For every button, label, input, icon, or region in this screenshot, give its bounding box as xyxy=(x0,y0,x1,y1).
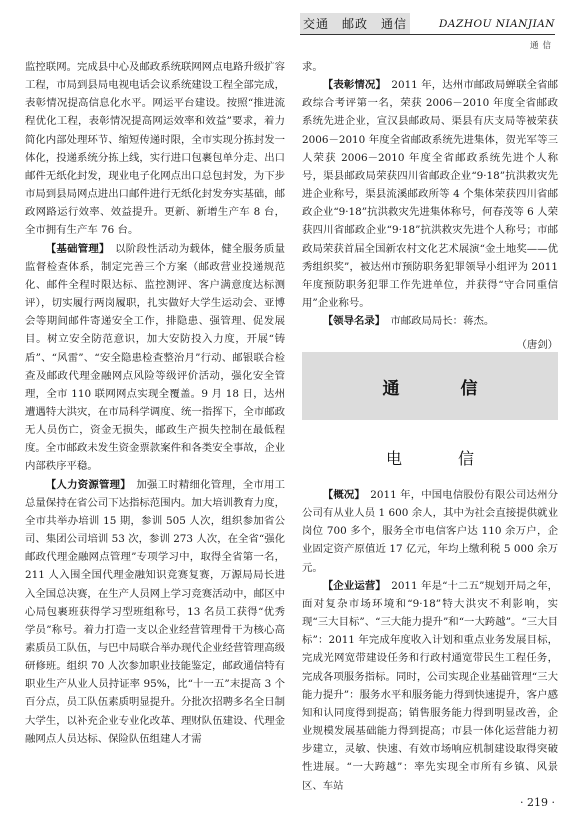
paragraph-text: 监控联网。完成县中心及邮政系统联网网点电路升级扩容工程，市局到县局电视电话会议系统建设工程全部完成，表彰情况提高信息化水平。网运平台建设。按照“推进流程优化工程，表彰情况提高网运效率和效益”要求，着力简化内部处理环节、缩短传递时限，全市实现分拣封发一体化，投递系统分拣上线，实行进口包裹包单分走、出口邮件无纸化封发，现业电子化网点出口总包封发，为下步市局到县局网点进出口邮件进行无纸化封发夯实基础，邮政网路运行效率、效益提升。更新、新增生产车 8 台，全市拥有生产车 76 台。 xyxy=(25,61,285,237)
section-banner-title: 通 信 xyxy=(382,378,500,399)
author-credit: （唐剑） xyxy=(516,339,558,352)
paragraph xyxy=(302,76,558,312)
paragraph-label: 【人力资源管理】 xyxy=(45,478,126,491)
page-number: · 219 · xyxy=(520,796,555,809)
paragraph-text: 市邮政局局长：蒋杰。 xyxy=(390,315,495,328)
paragraph-label: 【领导名录】 xyxy=(322,315,380,328)
journal-title: DAZHOU NIANJIAN xyxy=(439,17,555,30)
paragraph-text: 2011 年是“十二五”规划开局之年，面对复杂市场环境和“9·18”特大洪灾不利影响，实现“三大目标”、“三大能力提升”和“一大跨越”。“三大目标”：2011 年完成年度收入计划和重点业务发展目标，完成光网宽带建设任务和行政村通宽带民生工程任务，完成各项服务指标。同时，公司实现企业基础管理“三大能力提升”：服务水平和服务能力得到快速提升，客户感知和认同度得到提高；销售服务能力得到明显改善，企业规模发展基础能力得到提高；市县一体化运营能力初步建立，灵敏、快速、有效市场响应机制建设取得突破性进展。“一大跨越”：率先实现全市所有乡镇、风景区、车站 xyxy=(302,579,558,792)
paragraph-label: 【概况】 xyxy=(322,489,360,501)
section-banner xyxy=(302,352,558,420)
paragraph xyxy=(25,58,285,240)
paragraph-text: 加强工时精细化管理，全市用工总量保持在省公司下达指标范围内。加大培训教育力度，全市共举办培训 15 期，参训 505 人次，组织参加省公司、集团公司培训 53 次，参训 273 人次，在全省“强化邮政代理金融网点管理”专项学习中，取得全省第一名，211 人入围全国代理金融知识竞赛复赛，万源局局长进入全国总决赛，在生产人员网上学习竞赛活动中，邮区中心局包裹班获得学习型班组称号，13 名员工获得“优秀学员”称号。着力打造一支以企业经营管理骨干为核心高素质员工队伍，与巴中局联合举办现代企业经营管理高级研修班。组织 70 人次参加职业技能鉴定，邮政通信特有职业生产从业人员持证率 95%，比“十一五”末提高 3 个百分点，员工队伍素质明显提升。分批次招聘多名全日制大学生，以补充企业专业化改革、理财队伍建设、代理金融网点人员达标、保险队伍组建人才需 xyxy=(25,478,285,745)
header-rule xyxy=(300,34,555,35)
paragraph-label: 【基础管理】 xyxy=(45,242,105,255)
subsection-label: 通信 xyxy=(529,41,555,51)
section-label: 交通 邮政 通信 xyxy=(300,13,410,34)
left-column xyxy=(25,58,285,798)
paragraph xyxy=(302,577,558,795)
paragraph xyxy=(302,486,558,577)
paragraph xyxy=(302,58,558,76)
right-column-top xyxy=(302,58,558,355)
sub-heading: 电 信 xyxy=(385,449,494,468)
right-column-bottom xyxy=(302,486,558,796)
paragraph xyxy=(25,240,285,476)
paragraph xyxy=(302,312,558,330)
paragraph-text: 以阶段性活动为载体，健全服务质量监督检查体系，制定完善三个方案（邮政营业投递规范化、邮件全程时限达标、监控测评、客户满意度达标测评），切实履行两岗履职，扎实做好大学生运动会、亚博会等期间邮件寄递安全工作，排隐患、强管理、促发展目。树立安全防范意识，加大安防投入力度，开展“铸盾”、“风雷”、“安全隐患检查整治月”行动、邮银联合检查及邮政代理金融网点风险等级评价活动，强化安全管理，全市 110 联网网点实现全覆盖。9 月 18 日，达州遭遇特大洪灾，在市局科学调度、统一指挥下，全市邮政无人员伤亡，资金无损失，邮政生产损失控制在最低程度。全市邮政未发生资金票款案件和各类安全事故，企业内部秩序平稳。 xyxy=(25,242,285,473)
paragraph-text: 求。 xyxy=(302,61,323,73)
paragraph-text: 2011 年，中国电信股份有限公司达州分公司有从业人员 1 600 余人，其中为社会直接提供就业岗位 700 多个，服务全市电信客户达 110 余万户，企业固定资产原值近 17 亿元，年均上缴利税 5 000 余万元。 xyxy=(302,489,558,574)
paragraph-text: 2011 年，达州市邮政局蝉联全省邮政综合考评第一名，荣获 2006－2010 年度全省邮政系统先进企业，宣汉县邮政局、渠县有庆支局等被荣获 2006－2010 年度全省邮政系统先进集体，贺光军等三人荣获 2006－2010 年度全省邮政系统先进个人称号，渠县邮政局荣获四川省邮政企业“9·18”抗洪救灾先进企业称号，渠县流溪邮政所等 4 个集体荣获四川省邮政企业“9·18”抗洪救灾先进集体称号，何春茂等 6 人荣获四川省邮政企业“9·18”抗洪救灾先进个人称号；市邮政局荣获首届全国新农村文化艺术展演“金土地奖——优秀组织奖”，被达州市预防职务犯罪领导小组评为 2011 年度预防职务犯罪工作先进单位，并获得“守合同重信用”企业称号。 xyxy=(302,79,559,310)
running-header xyxy=(300,13,555,34)
paragraph-label: 【企业运营】 xyxy=(322,579,381,592)
paragraph xyxy=(25,476,285,748)
paragraph-label: 【表彰情况】 xyxy=(322,79,381,92)
